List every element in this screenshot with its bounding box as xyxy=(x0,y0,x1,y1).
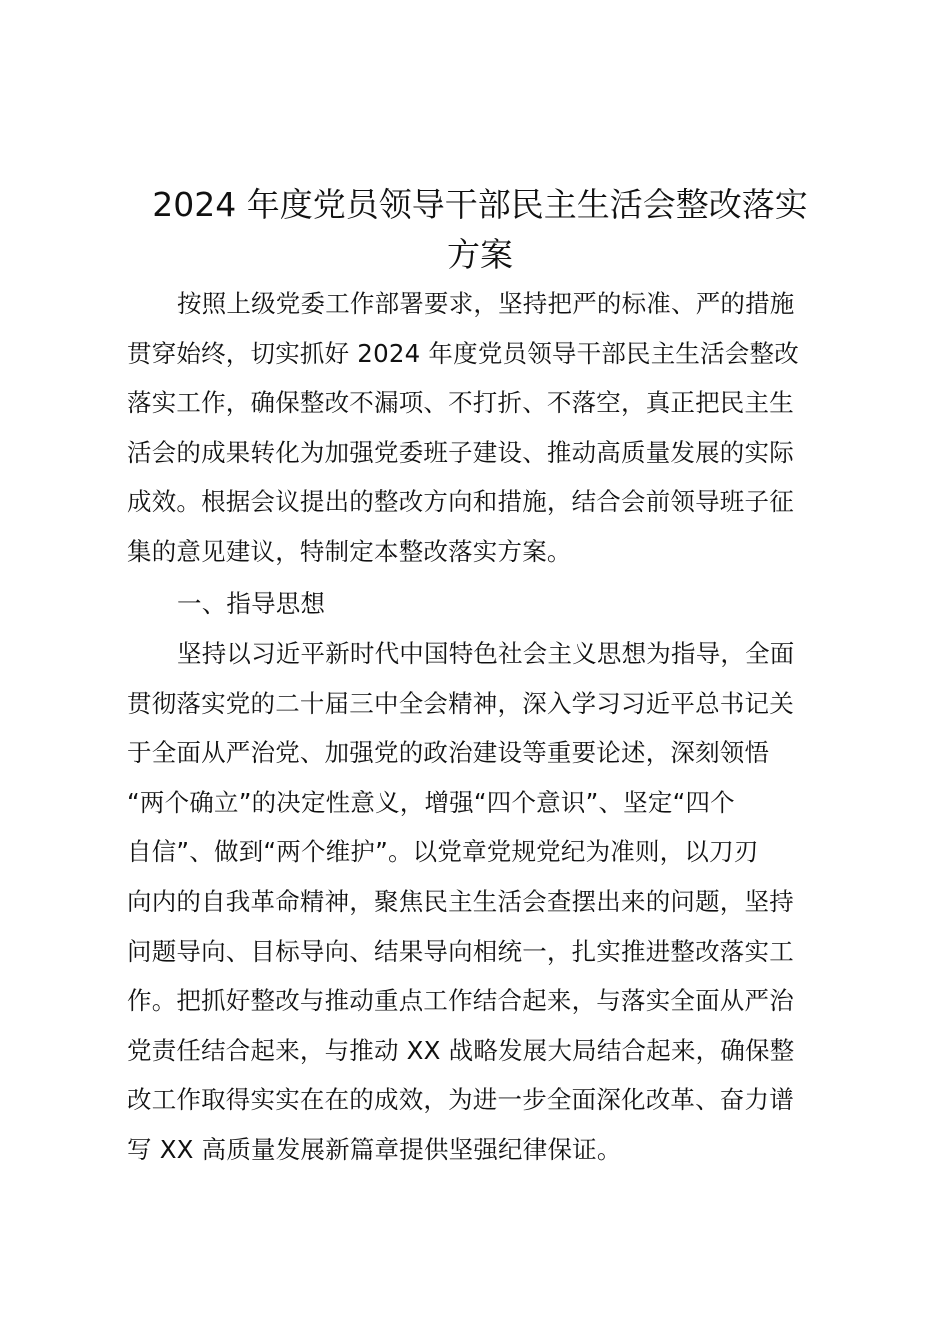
intro-line: 成效。根据会议提出的整改方向和措施，结合会前领导班子征 xyxy=(127,487,794,517)
section-heading-text: 一、指导思想 xyxy=(177,589,326,618)
intro-line: 按照上级党委工作部署要求，坚持把严的标准、严的措施 xyxy=(177,289,795,318)
section-heading-1 xyxy=(127,579,847,629)
section1-line: 写 XX 高质量发展新篇章提供坚强纪律保证。 xyxy=(127,1134,622,1164)
section1-line: 改工作取得实实在在的成效，为进一步全面深化改革、奋力谱 xyxy=(127,1085,794,1115)
document-title-line-2: 方案 xyxy=(447,235,513,274)
intro-line: 落实工作，确保整改不漏项、不打折、不落空，真正把民主生 xyxy=(127,388,794,418)
document-title-line-1: 2024 年度党员领导干部民主生活会整改落实 xyxy=(152,185,808,224)
intro-line: 贯穿始终，切实抓好 2024 年度党员领导干部民主生活会整改 xyxy=(127,338,799,368)
intro-line: 集的意见建议，特制定本整改落实方案。 xyxy=(127,536,572,566)
section1-line: 党责任结合起来，与推动 XX 战略发展大局结合起来，确保整 xyxy=(127,1035,795,1065)
section1-line: 于全面从严治党、加强党的政治建设等重要论述，深刻领悟 xyxy=(127,738,770,768)
section1-line: “两个确立”的决定性意义，增强“四个意识”、坚定“四个 xyxy=(127,787,735,817)
section1-line: 作。把抓好整改与推动重点工作结合起来，与落实全面从严治 xyxy=(127,986,794,1016)
section1-line: 向内的自我革命精神，聚焦民主生活会查摆出来的问题，坚持 xyxy=(127,886,794,916)
section1-line: 贯彻落实党的二十届三中全会精神，深入学习习近平总书记关 xyxy=(127,688,794,718)
section1-line: 坚持以习近平新时代中国特色社会主义思想为指导，全面 xyxy=(177,639,795,668)
intro-paragraph xyxy=(127,279,847,577)
section1-line: 自信”、做到“两个维护”。以党章党规党纪为准则，以刀刃 xyxy=(127,837,759,867)
intro-line: 活会的成果转化为加强党委班子建设、推动高质量发展的实际 xyxy=(127,437,794,467)
section1-line: 问题导向、目标导向、结果导向相统一，扎实推进整改落实工 xyxy=(127,936,794,966)
section1-paragraph xyxy=(127,629,847,1175)
